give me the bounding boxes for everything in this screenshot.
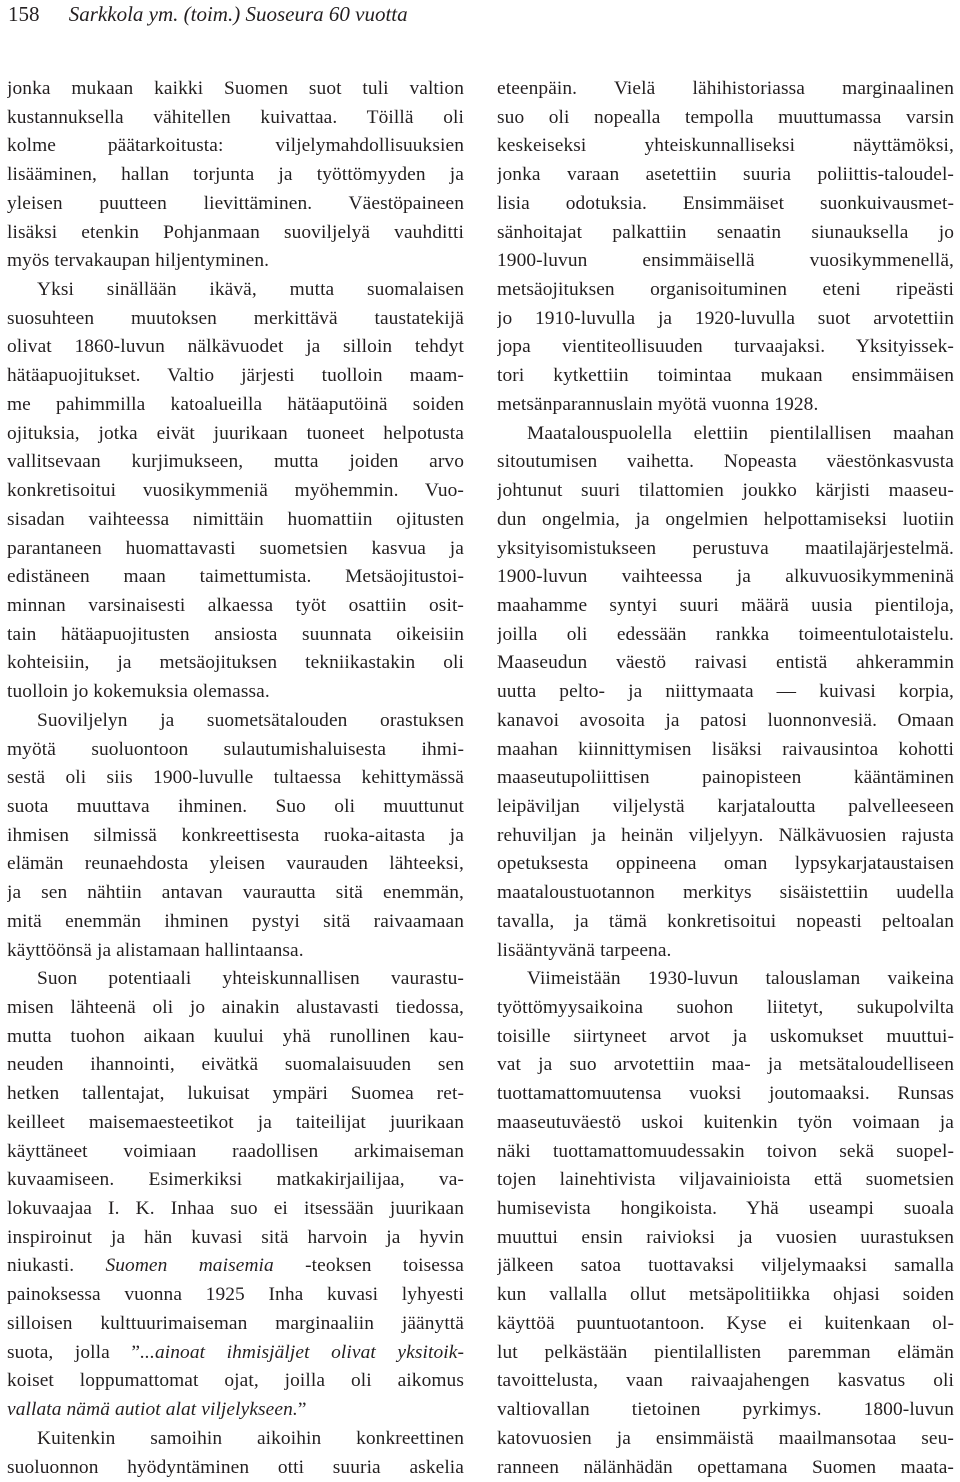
text-line bbox=[7, 1252, 464, 1281]
text-line: suoluonnon hyödyntäminen otti suuria askelia bbox=[7, 1454, 464, 1482]
text-line: katovuosien ja ensimmäistä maailmansotaa seu- bbox=[497, 1425, 954, 1454]
text-line: maahamme syntyi suuri määrä uusia pientiloja, bbox=[497, 592, 954, 621]
text-line: ja sen nähtiin antavan vaurautta sitä enemmän, bbox=[7, 879, 464, 908]
text-line: keilleet maisemaesteetikot ja taiteilijat juurikaan bbox=[7, 1109, 464, 1138]
text-line: misen lähteenä oli jo ainakin alustavasti tiedossa, bbox=[7, 994, 464, 1023]
text-line: vat ja suo arvotettiin maa- ja metsätaloudelliseen bbox=[497, 1051, 954, 1080]
text-line: Suon potentiaali yhteiskunnallisen vaurastu- bbox=[7, 965, 464, 994]
text-line: käyttöönsä ja alistamaan hallintaansa. bbox=[7, 937, 464, 966]
page-header bbox=[8, 0, 408, 28]
text-line: tain hätäapuojitusten ansiosta suunnata oikeisiin bbox=[7, 621, 464, 650]
text-line: ojituksia, jotka eivät juurikaan tuoneet helpotusta bbox=[7, 420, 464, 449]
text-line: jopa vientiteollisuuden turvaajaksi. Yksityissek- bbox=[497, 333, 954, 362]
text-line: lokuvaajaa I. K. Inhaa suo ei itsessään juurikaan bbox=[7, 1195, 464, 1224]
text-line: yleisen puutteen lievittäminen. Väestöpaineen bbox=[7, 190, 464, 219]
text-line: tuottamattomuutensa vuoksi joutomaaksi. Runsas bbox=[497, 1080, 954, 1109]
text-line bbox=[7, 1339, 464, 1368]
text-line: hetken tallentajat, lukuisat ympäri Suomea ret- bbox=[7, 1080, 464, 1109]
text-line: johtunut suuri tilattomien joukko kärjisti maaseu- bbox=[497, 477, 954, 506]
text-line: sestä oli siis 1900-luvulle tultaessa kehittymässä bbox=[7, 764, 464, 793]
text-line: kohteisiin, ja metsäojituksen tekniikastakin oli bbox=[7, 649, 464, 678]
quotation: vallata nämä autiot alat viljelykseen. bbox=[7, 1399, 298, 1420]
left-text-column bbox=[7, 75, 464, 1482]
text-line: yksityisomistukseen perustuva maatilajärjestelmä. bbox=[497, 535, 954, 564]
text-line: sisadan vaihteessa nimittäin huomattiin ojitusten bbox=[7, 506, 464, 535]
text-line: vallitsevaan kurjimukseen, mutta joiden arvo bbox=[7, 448, 464, 477]
text-line: olivat 1860-luvun nälkävuodet ja silloin tehdyt bbox=[7, 333, 464, 362]
text-line: Viimeistään 1930-luvun talouslaman vaikeina bbox=[497, 965, 954, 994]
text-line: 1900-luvun vaihteessa ja alkuvuosikymmeninä bbox=[497, 563, 954, 592]
text-line: Maaseudun väestö raivasi entistä ahkerammin bbox=[497, 649, 954, 678]
text-line: tavoittelusta, vaan raivaajahengen kasvatus oli bbox=[497, 1367, 954, 1396]
text-line: tavalla, ja tämä konkretisoitui nopeasti peltoalan bbox=[497, 908, 954, 937]
text-line: tojen lainehtivista viljavainioista että suometsien bbox=[497, 1166, 954, 1195]
text-line: mitä enemmän ihminen pystyi sitä raivaamaan bbox=[7, 908, 464, 937]
text-line: käyttäneet voimiaan raadollisen arkimaiseman bbox=[7, 1138, 464, 1167]
text-segment: -teoksen toisessa bbox=[274, 1255, 464, 1276]
running-title: Sarkkola ym. (toim.) Suoseura 60 vuotta bbox=[69, 2, 408, 26]
text-line: keskeiseksi yhteiskunnalliseksi näyttämöksi, bbox=[497, 132, 954, 161]
text-line: ranneen nälänhädän opettamana Suomen maata- bbox=[497, 1454, 954, 1482]
text-line: Maatalouspuolella elettiin pientilallisen maahan bbox=[497, 420, 954, 449]
text-line: leipäviljan viljelystä karjataloutta palvelleeseen bbox=[497, 793, 954, 822]
text-line: 1900-luvun ensimmäisellä vuosikymmenellä, bbox=[497, 247, 954, 276]
text-line: kuvaamiseen. Esimerkiksi matkakirjailijaa, va- bbox=[7, 1166, 464, 1195]
text-line: toisille siirtyneet arvot ja uskomukset muuttui- bbox=[497, 1023, 954, 1052]
text-line: dun ongelmia, ja ongelmien helpottamiseksi luotiin bbox=[497, 506, 954, 535]
text-line: maataloustuotannon merkitys sisäistettiin uudella bbox=[497, 879, 954, 908]
text-line: näki tuottamattomuudessakin toivon sekä suopel- bbox=[497, 1138, 954, 1167]
text-segment: niukasti. bbox=[7, 1255, 74, 1276]
text-line: lisia odotuksia. Ensimmäiset suonkuivausmet- bbox=[497, 190, 954, 219]
text-line: kolme päätarkoitusta: viljelymahdollisuuksien bbox=[7, 132, 464, 161]
text-line: Yksi sinällään ikävä, mutta suomalaisen bbox=[7, 276, 464, 305]
book-title: Suomen maisemia bbox=[105, 1255, 273, 1276]
text-line: valtiovallan tietoinen pyrkimys. 1800-luvun bbox=[497, 1396, 954, 1425]
text-line: maaseutuväestö uskoi kuitenkin työn voimaan ja bbox=[497, 1109, 954, 1138]
text-line: ihmisen silmissä konkreettisesta ruoka-aitasta ja bbox=[7, 822, 464, 851]
text-line: mutta tuohon aikaan kuului yhä runollinen kau- bbox=[7, 1023, 464, 1052]
text-line: kun vallalla ollut metsäpolitiikka ohjasi soiden bbox=[497, 1281, 954, 1310]
text-line: jonka mukaan kaikki Suomen suot tuli valtion bbox=[7, 75, 464, 104]
text-line: konkretisoitui vuosikymmeniä myöhemmin. Vuo- bbox=[7, 477, 464, 506]
text-line: metsänparannuslain myötä vuonna 1928. bbox=[497, 391, 954, 420]
text-line: maahan kiinnittymisen lisäksi raivausintoa kohotti bbox=[497, 736, 954, 765]
text-line: lisääntyvänä tarpeena. bbox=[497, 937, 954, 966]
text-line: Kuitenkin samoihin aikoihin konkreettinen bbox=[7, 1425, 464, 1454]
text-line: kanavoi avosoita ja patosi luonnonvesiä. Omaan bbox=[497, 707, 954, 736]
text-line: jo 1910-luvulla ja 1920-luvulla suot arvotettiin bbox=[497, 305, 954, 334]
text-line: rehuviljan ja heinän viljelyyn. Nälkävuosien rajusta bbox=[497, 822, 954, 851]
text-line: minnan varsinaisesti alkaessa työt osattiin osit- bbox=[7, 592, 464, 621]
text-line: suo oli nopealla tempolla muuttumassa varsin bbox=[497, 104, 954, 133]
text-line: eteenpäin. Vielä lähihistoriassa marginaalinen bbox=[497, 75, 954, 104]
text-line: kustannuksella vähitellen kuivattaa. Töillä oli bbox=[7, 104, 464, 133]
text-line: uutta pelto- ja niittymaata — kuivasi korpia, bbox=[497, 678, 954, 707]
text-line: opetuksesta oppineena oman lypsykarjataustaisen bbox=[497, 850, 954, 879]
quotation-line: koiset loppumattomat ojat, joilla oli aikomus bbox=[7, 1367, 464, 1396]
text-line: jonka varaan asetettiin suuria poliittis-taloudel- bbox=[497, 161, 954, 190]
text-line: suota muuttava ihminen. Suo oli muuttunut bbox=[7, 793, 464, 822]
text-line: myös tervakaupan hiljentyminen. bbox=[7, 247, 464, 276]
text-line: edistäneen maan taimettumista. Metsäojitustoi- bbox=[7, 563, 464, 592]
text-line: joilla oli edessään rankka toimeentulotaistelu. bbox=[497, 621, 954, 650]
text-line: painoksessa vuonna 1925 Inha kuvasi lyhyesti bbox=[7, 1281, 464, 1310]
text-line: lisääminen, hallan torjunta ja työttömyyden ja bbox=[7, 161, 464, 190]
text-line: jälkeen satoa tuottavaksi viljelymaaksi samalla bbox=[497, 1252, 954, 1281]
text-line: elämän reunaehdosta yleisen vaurauden lähteeksi, bbox=[7, 850, 464, 879]
text-line: sänhoitajat palkattiin senaatin siunauksella jo bbox=[497, 219, 954, 248]
text-line: parantaneen huomattavasti suometsien kasvua ja bbox=[7, 535, 464, 564]
page-number: 158 bbox=[8, 2, 40, 26]
right-text-column bbox=[497, 75, 954, 1482]
quotation: ...ainoat ihmisjäljet olivat yksitoik- bbox=[140, 1342, 464, 1363]
text-line: lut pelkästään pientilallisten paremman elämän bbox=[497, 1339, 954, 1368]
text-line: hätäapuojitukset. Valtio järjesti tuolloin maam- bbox=[7, 362, 464, 391]
text-line: neuden ihannointi, eivätkä suomalaisuuden sen bbox=[7, 1051, 464, 1080]
text-line: sitoutumisen vaihetta. Nopeasta väestönkasvusta bbox=[497, 448, 954, 477]
text-line: tori kytkettiin toimintaa mukaan ensimmäisen bbox=[497, 362, 954, 391]
closing-quote: ” bbox=[298, 1399, 307, 1420]
text-line: muuttui ensin raivioksi ja vuosien uurastuksen bbox=[497, 1224, 954, 1253]
text-line: Suoviljelyn ja suometsätalouden orastuksen bbox=[7, 707, 464, 736]
text-line bbox=[7, 1396, 464, 1425]
text-line: tuolloin jo kokemuksia olemassa. bbox=[7, 678, 464, 707]
text-line: inspiroinut ja hän kuvasi sitä harvoin ja hyvin bbox=[7, 1224, 464, 1253]
text-line: me pahimmilla katoalueilla hätäaputöinä soiden bbox=[7, 391, 464, 420]
text-line: humisevista hongikoista. Yhä useampi suoala bbox=[497, 1195, 954, 1224]
text-line: suosuhteen muutoksen merkittävä taustatekijä bbox=[7, 305, 464, 334]
text-line: lisäksi etenkin Pohjanmaan suoviljelyä vauhditti bbox=[7, 219, 464, 248]
text-line: silloisen kulttuurimaiseman marginaaliin jäänyttä bbox=[7, 1310, 464, 1339]
text-line: maaseutupoliittisen painopisteen kääntäminen bbox=[497, 764, 954, 793]
text-line: metsäojituksen organisoituminen eteni ripeästi bbox=[497, 276, 954, 305]
text-line: työttömyysaikoina suohon liitetyt, sukupolvilta bbox=[497, 994, 954, 1023]
text-segment: suota, jolla ” bbox=[7, 1342, 140, 1363]
text-line: myötä suoluontoon sulautumishaluisesta ihmi- bbox=[7, 736, 464, 765]
text-line: käyttöä puuntuotantoon. Kyse ei kuitenkaan ol- bbox=[497, 1310, 954, 1339]
